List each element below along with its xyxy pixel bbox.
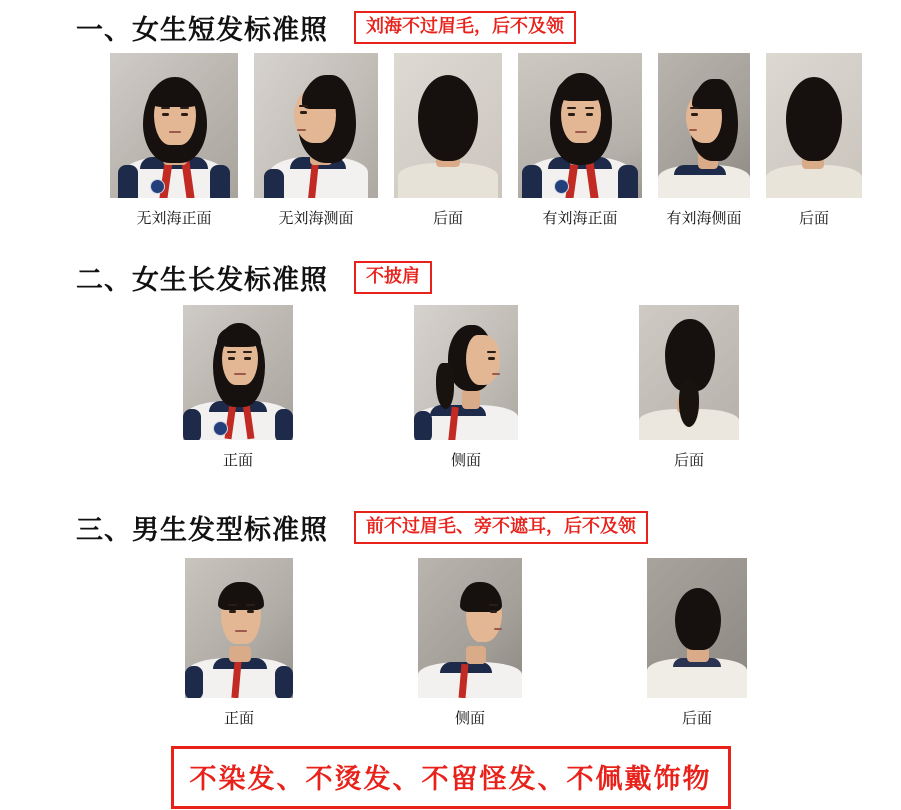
footer-rule-badge: 不染发、不烫发、不留怪发、不佩戴饰物 <box>171 746 731 809</box>
photo-row-girls-long-hair <box>183 305 739 470</box>
section-title: 三、男生发型标准照 <box>76 515 328 545</box>
photo-girl-short-back-2 <box>766 53 862 198</box>
section-title: 一、女生短发标准照 <box>76 15 328 45</box>
photo-caption: 无刘海测面 <box>278 211 354 227</box>
photo-row-boys-hair <box>185 558 747 728</box>
photo-caption: 侧面 <box>450 453 481 469</box>
photo-caption: 后面 <box>432 211 463 227</box>
photo-cell <box>766 53 862 228</box>
photo-girl-short-front-nobang <box>110 53 238 198</box>
photo-caption: 有刘海正面 <box>542 211 618 227</box>
photo-caption: 后面 <box>681 711 712 727</box>
photo-girl-long-front <box>183 305 293 440</box>
footer-rule-container <box>0 746 901 809</box>
photo-girl-long-back <box>639 305 739 440</box>
section-header-girls-long-hair <box>76 258 432 297</box>
photo-cell <box>183 305 293 470</box>
photo-cell <box>254 53 378 228</box>
photo-cell <box>658 53 750 228</box>
photo-boy-back <box>647 558 747 698</box>
section-rule-badge: 前不过眉毛、旁不遮耳，后不及领 <box>354 511 648 544</box>
photo-cell <box>518 53 642 228</box>
section-header-boys-hair <box>76 508 648 547</box>
section-header-girls-short-hair <box>76 8 576 47</box>
photo-cell <box>185 558 293 728</box>
section-rule-badge: 不披肩 <box>354 261 432 294</box>
photo-caption: 侧面 <box>454 711 485 727</box>
photo-cell <box>418 558 522 728</box>
section-title: 二、女生长发标准照 <box>76 265 328 295</box>
section-rule-badge: 刘海不过眉毛，后不及领 <box>354 11 576 44</box>
photo-caption: 后面 <box>673 453 704 469</box>
photo-boy-side <box>418 558 522 698</box>
photo-cell <box>110 53 238 228</box>
photo-cell <box>414 305 518 470</box>
photo-girl-short-side-nobang <box>254 53 378 198</box>
photo-caption: 有刘海侧面 <box>666 211 742 227</box>
photo-cell <box>639 305 739 470</box>
photo-caption: 后面 <box>798 211 829 227</box>
photo-boy-front <box>185 558 293 698</box>
photo-girl-short-side-bang <box>658 53 750 198</box>
photo-girl-short-back <box>394 53 502 198</box>
photo-cell <box>647 558 747 728</box>
photo-cell <box>394 53 502 228</box>
photo-girl-long-side <box>414 305 518 440</box>
photo-girl-short-front-bang <box>518 53 642 198</box>
photo-caption: 正面 <box>223 711 254 727</box>
photo-caption: 无刘海正面 <box>136 211 212 227</box>
photo-row-girls-short-hair <box>110 53 862 228</box>
photo-caption: 正面 <box>222 453 253 469</box>
